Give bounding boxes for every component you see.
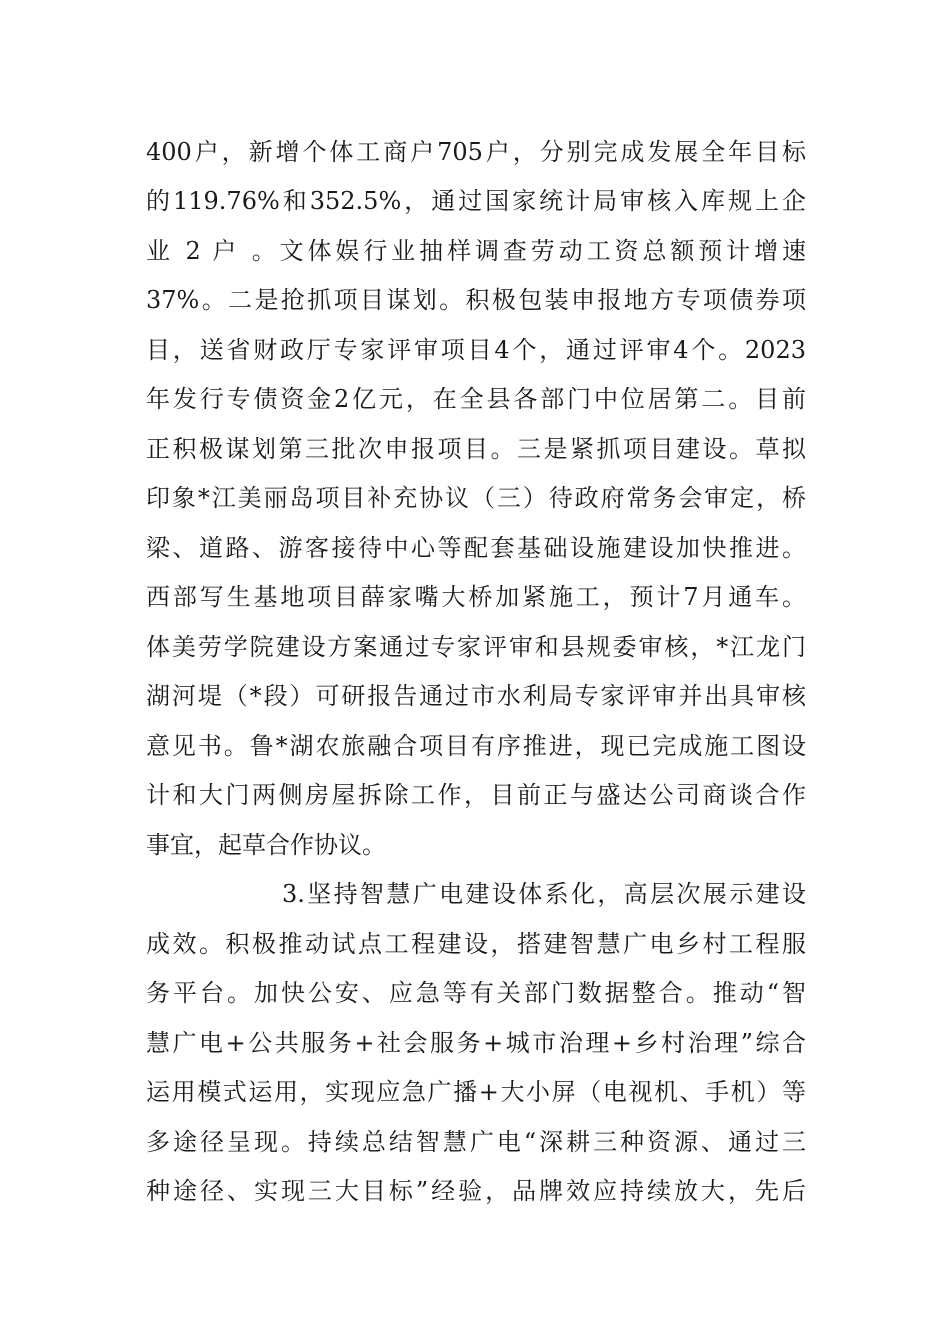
- paragraph-line: 事宜，起草合作协议。: [146, 831, 386, 859]
- paragraph-line: 成效。积极推动试点工程建设，搭建智慧广电乡村工程服: [146, 930, 806, 958]
- paragraph-line: 年发行专债资金2亿元，在全县各部门中位居第二。目前: [146, 385, 806, 413]
- paragraph-line: 的119.76%和352.5%，通过国家统计局审核入库规上企: [146, 187, 806, 215]
- paragraph-heading-line: 3.坚持智慧广电建设体系化，高层次展示建设: [282, 880, 806, 908]
- paragraph-line: 种途径、实现三大目标”经验，品牌效应持续放大，先后: [146, 1177, 806, 1205]
- paragraph-line: 印象*江美丽岛项目补充协议（三）待政府常务会审定，桥: [146, 484, 806, 512]
- paragraph-line: 目，送省财政厅专家评审项目4个，通过评审4个。2023: [146, 336, 806, 364]
- paragraph-line: 400户，新增个体工商户705户，分别完成发展全年目标: [146, 138, 806, 166]
- paragraph-line: 西部写生基地项目薛家嘴大桥加紧施工，预计7月通车。: [146, 583, 806, 611]
- paragraph-line: 务平台。加快公安、应急等有关部门数据整合。推动“智: [146, 979, 806, 1007]
- paragraph-line: 体美劳学院建设方案通过专家评审和县规委审核，*江龙门: [146, 633, 806, 661]
- paragraph-line: 多途径呈现。持续总结智慧广电“深耕三种资源、通过三: [146, 1128, 806, 1156]
- paragraph-line: 慧广电+公共服务+社会服务+城市治理+乡村治理”综合: [146, 1029, 806, 1057]
- paragraph-line: 业 2 户 。文体娱行业抽样调查劳动工资总额预计增速: [146, 237, 806, 265]
- paragraph-line: 运用模式运用，实现应急广播+大小屏（电视机、手机）等: [146, 1078, 806, 1106]
- paragraph-line: 37%。二是抢抓项目谋划。积极包装申报地方专项债券项: [146, 286, 806, 314]
- paragraph-line: 梁、道路、游客接待中心等配套基础设施建设加快推进。: [146, 534, 806, 562]
- paragraph-line: 计和大门两侧房屋拆除工作，目前正与盛达公司商谈合作: [146, 781, 806, 809]
- paragraph-line: 湖河堤（*段）可研报告通过市水利局专家评审并出具审核: [146, 682, 806, 710]
- paragraph-line: 意见书。鲁*湖农旅融合项目有序推进，现已完成施工图设: [146, 732, 806, 760]
- paragraph-line: 正积极谋划第三批次申报项目。三是紧抓项目建设。草拟: [146, 435, 806, 463]
